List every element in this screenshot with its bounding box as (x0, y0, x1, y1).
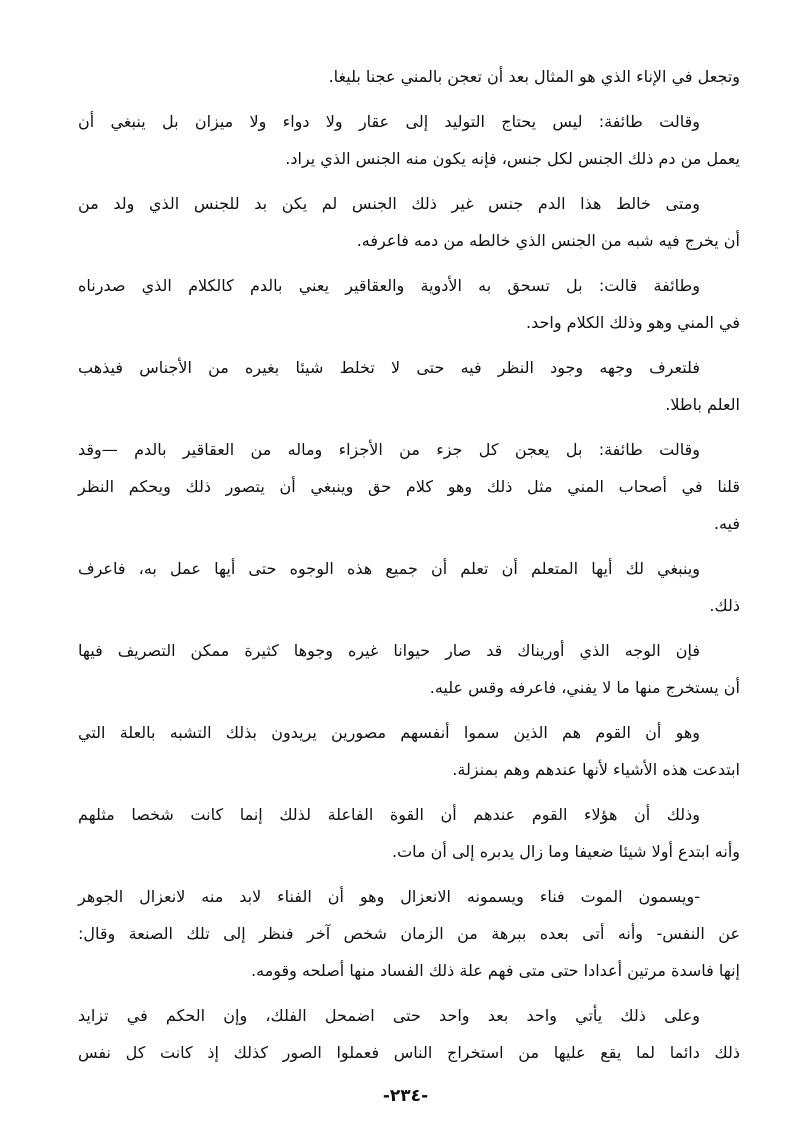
text-line: فلتعرف وجهه وجود النظر فيه حتى لا تخلط شيئا بغيره من الأجناس فيذهب (78, 358, 700, 377)
paragraph (78, 58, 740, 95)
page-body (78, 58, 740, 1079)
paragraph (78, 431, 740, 542)
paragraph (78, 796, 740, 870)
text-line: وطائفة قالت: بل تسحق به الأدوية والعقاقير يعني بالدم كالكلام الذي صدرناه (78, 276, 700, 295)
text-line: قلنا في أصحاب المني مثل ذلك وهو كلام حق وينبغي أن يتصور ذلك ويحكم النظر (78, 477, 740, 496)
text-line: وقالت طائفة: بل يعجن كل جزء من الأجزاء وماله من العقاقير بالدم —وقد (78, 440, 700, 459)
paragraph (78, 997, 740, 1071)
text-line: أن يخرج فيه شبه من الجنس الذي خالطه من دمه فاعرفه. (356, 231, 740, 250)
text-line: وتجعل في الإناء الذي هو المثال بعد أن تعجن بالمني عجنا بليغا. (328, 67, 740, 86)
text-line: وقالت طائفة: ليس يحتاج التوليد إلى عقار ولا دواء ولا ميزان بل ينبغي أن (78, 112, 700, 131)
text-line: ابتدعت هذه الأشياء لأنها عندهم وهم بمنزلة. (452, 760, 740, 779)
text-line: إنها فاسدة مرتين أعدادا حتى متى فهم علة ذلك الفساد منها أصلحه وقومه. (251, 961, 740, 980)
paragraph (78, 103, 740, 177)
text-line: -ويسمون الموت فناء ويسمونه الانعزال وهو أن الفناء لابد منه لانعزال الجوهر (78, 887, 700, 906)
paragraph (78, 550, 740, 624)
text-line: وهو أن القوم هم الذين سموا أنفسهم مصورين يريدون بذلك التشبه بالعلة التي (78, 723, 700, 742)
paragraph (78, 878, 740, 989)
paragraph (78, 714, 740, 788)
text-line: العلم باطلا. (665, 395, 740, 414)
text-line: وعلى ذلك يأتي واحد بعد واحد حتى اضمحل الفلك، وإن الحكم في تزايد (78, 1006, 700, 1025)
text-line: ذلك دائما لما يقع عليها من استخراج الناس فعملوا الصور كذلك إذ كانت كل نفس (78, 1043, 740, 1062)
paragraph (78, 349, 740, 423)
page-number: -٢٣٤- (382, 1086, 429, 1106)
text-line: فإن الوجه الذي أوريناك قد صار حيوانا غيره وجوها كثيرة ممكن التصريف فيها (78, 641, 700, 660)
text-line: يعمل من دم ذلك الجنس لكل جنس، فإنه يكون منه الجنس الذي يراد. (285, 149, 740, 168)
text-line: وذلك أن هؤلاء القوم عندهم أن القوة الفاعلة لذلك إنما كانت شخصا مثلهم (78, 805, 700, 824)
paragraph (78, 267, 740, 341)
text-line: أن يستخرج منها ما لا يفني، فاعرفه وقس عليه. (429, 678, 740, 697)
text-line: ذلك. (709, 596, 740, 615)
text-line: وينبغي لك أيها المتعلم أن تعلم أن جميع هذه الوجوه حتى أيها عمل به، فاعرف (78, 559, 700, 578)
paragraph (78, 185, 740, 259)
text-line: فيه. (713, 514, 740, 533)
text-line: عن النفس- وأنه أتى بعده ببرهة من الزمان شخص آخر فنظر إلى تلك الصنعة وقال: (78, 924, 740, 943)
text-line: في المني وهو وذلك الكلام واحد. (526, 313, 740, 332)
text-line: ومتى خالط هذا الدم جنس غير ذلك الجنس لم يكن بد للجنس الذي ولد من (78, 194, 700, 213)
paragraph (78, 632, 740, 706)
text-line: وأنه ابتدع أولا شيئا ضعيفا وما زال يدبره إلى أن مات. (392, 842, 740, 861)
